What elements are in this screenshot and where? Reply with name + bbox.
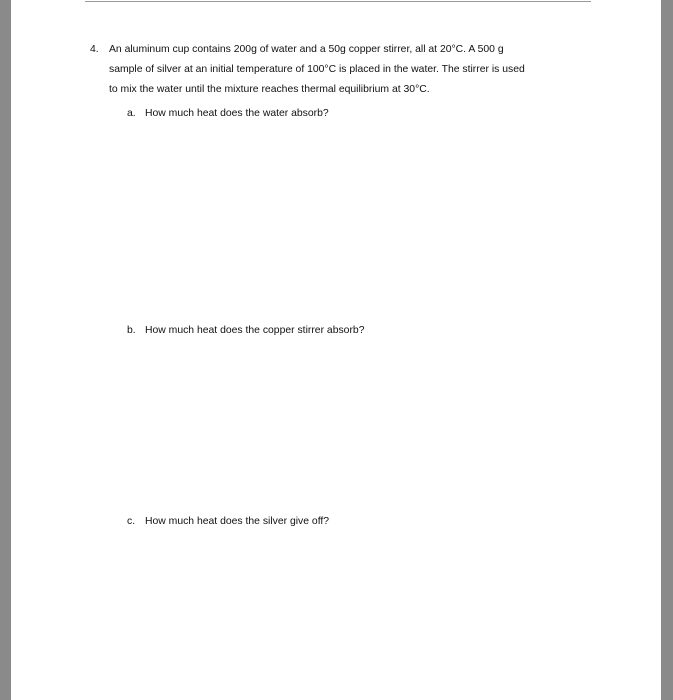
part-c-letter: c. [127, 516, 136, 527]
part-a [127, 107, 329, 121]
header-rule [85, 1, 591, 2]
worksheet-page [11, 0, 661, 700]
part-b-text: How much heat does the copper stirrer absorb? [145, 325, 365, 336]
question-line: sample of silver at an initial temperature of 100°C is placed in the water. The stirrer is used [109, 64, 525, 75]
question-text [109, 40, 561, 100]
question-line: An aluminum cup contains 200g of water and a 50g copper stirrer, all at 20°C. A 500 g [109, 44, 504, 55]
part-a-text: How much heat does the water absorb? [145, 108, 329, 119]
part-c-text: How much heat does the silver give off? [145, 516, 330, 527]
part-a-letter: a. [127, 108, 136, 119]
question-number: 4. [90, 44, 99, 55]
question-line: to mix the water until the mixture reaches thermal equilibrium at 30°C. [109, 84, 430, 95]
part-b [127, 324, 364, 338]
left-page-edge [0, 0, 11, 700]
part-c [127, 515, 329, 529]
part-b-letter: b. [127, 325, 136, 336]
right-page-edge [661, 0, 673, 700]
